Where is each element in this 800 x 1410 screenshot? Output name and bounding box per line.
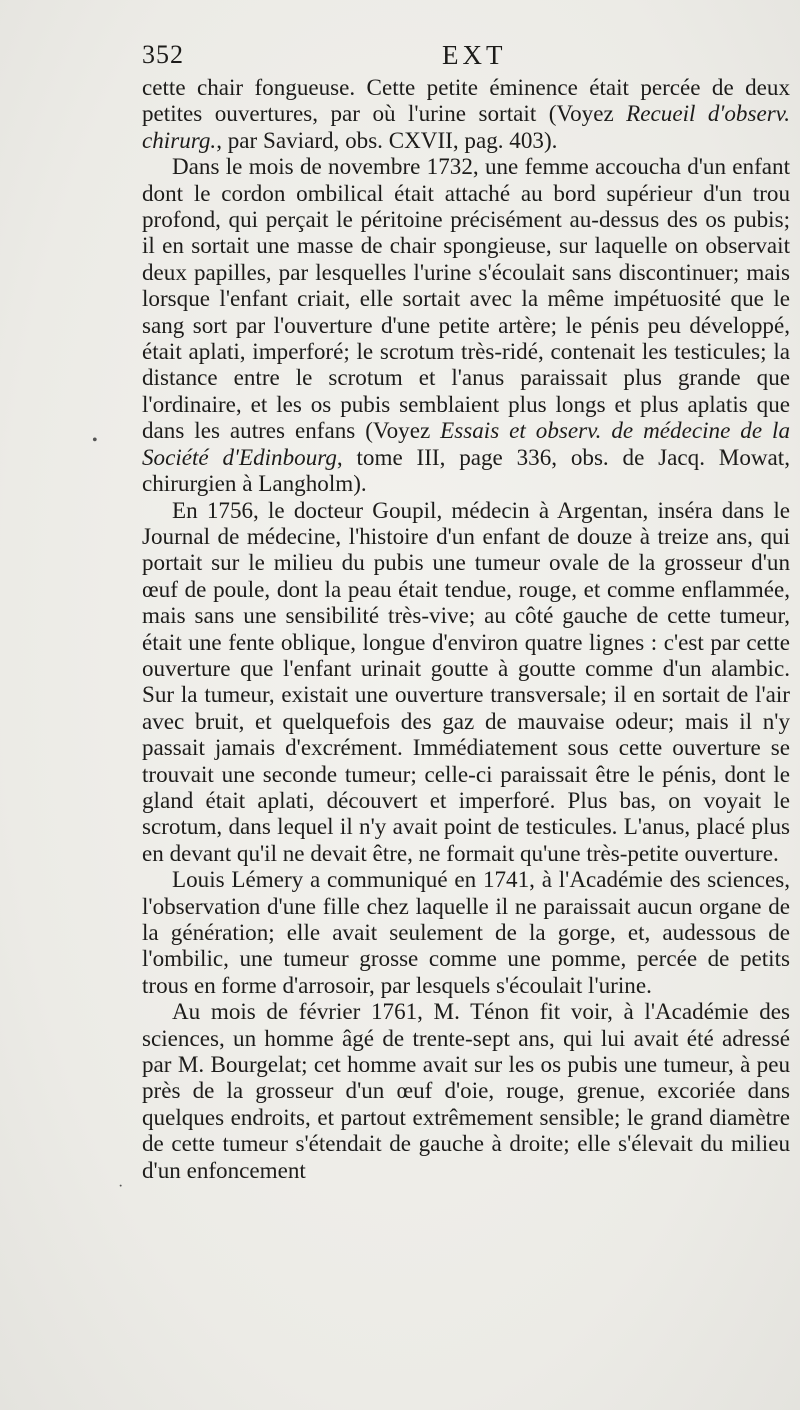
- paragraph: [142, 497, 790, 867]
- text-run: cette chair fongueuse. Cette petite éminence était percée de deux petites ouvertures, par où l'urine sortait (Voyez: [142, 74, 790, 127]
- paragraph: [142, 153, 790, 496]
- italic-citation: Essais et observ. de médecine de la Société d'Edinbourg: [142, 417, 790, 470]
- margin-mark: •: [92, 432, 98, 449]
- body-text: [142, 74, 790, 1183]
- paragraph: [142, 866, 790, 998]
- paragraph: [142, 998, 790, 1183]
- page-header: [142, 40, 792, 74]
- margin-mark: ·: [118, 1178, 124, 1195]
- text-run: , par Saviard, obs. CXVII, pag. 403).: [216, 126, 558, 153]
- text-run: Dans le mois de novembre 1732, une femme accoucha d'un enfant dont le cordon ombilical était attaché au bord supérieur d'un trou profond, qui perçait le péritoine précisément au-dessus des os pubis; il en sortait une masse de chair spongieuse, sur laquelle on observait deux papilles, par lesquelles l'urine s'écoulait sans discontinuer; mais lorsque l'enfant criait, elle sortait avec la même impétuosité que le sang sort par l'ouverture d'une petite artère; le pénis peu développé, était aplati, imperforé; le scrotum très-ridé, contenait les testicules; la distance entre le scrotum et l'anus paraissait plus grande que l'ordinaire, et les os pubis semblaient plus longs et plus aplatis que dans les autres enfans (Voyez: [142, 153, 790, 444]
- text-run: En 1756, le docteur Goupil, médecin à Argentan, inséra dans le Journal de médecine, l'histoire d'un enfant de douze à treize ans, qui portait sur le milieu du pubis une tumeur ovale de la grosseur d'un œuf de poule, dont la peau était tendue, rouge, et comme enflammée, mais sans une sensibilité très-vive; au côté gauche de cette tumeur, était une fente oblique, longue d'environ quatre lignes : c'est par cette ouverture que l'enfant urinait goutte à goutte comme d'un alambic. Sur la tumeur, existait une ouverture transversale; il en sortait de l'air avec bruit, et quelquefois des gaz de mauvaise odeur; mais il n'y passait jamais d'excrément. Immédiatement sous cette ouverture se trouvait une seconde tumeur; celle-ci paraissait être le pénis, dont le gland était aplati, découvert et imperforé. Plus bas, on voyait le scrotum, dans lequel il n'y avait point de testicules. L'anus, placé plus en devant qu'il ne devait être, ne formait qu'une très-petite ouverture.: [142, 496, 790, 866]
- text-run: Louis Lémery a communiqué en 1741, à l'Académie des sciences, l'observation d'une fille chez laquelle il ne paraissait aucun organe de la génération; elle avait seulement de la gorge, et, audessous de l'ombilic, une tumeur grosse comme une pomme, percée de petits trous en forme d'arrosoir, par lesquels s'écoulait l'urine.: [142, 866, 790, 998]
- running-head: EXT: [442, 40, 507, 70]
- paragraph: [142, 74, 790, 153]
- italic-citation: Recueil d'observ. chirurg.: [142, 100, 790, 153]
- text-run: Au mois de février 1761, M. Ténon fit voir, à l'Académie des sciences, un homme âgé de trente-sept ans, qui lui avait été adressé par M. Bourgelat; cet homme avait sur les os pubis une tumeur, à peu près de la grosseur d'un œuf d'oie, rouge, grenue, excoriée dans quelques endroits, et partout extrêmement sensible; le grand diamètre de cette tumeur s'étendait de gauche à droite; elle s'élevait du milieu d'un enfoncement: [142, 998, 790, 1183]
- text-run: , tome III, page 336, obs. de Jacq. Mowat, chirurgien à Langholm).: [142, 443, 790, 497]
- page-number: 352: [142, 40, 184, 69]
